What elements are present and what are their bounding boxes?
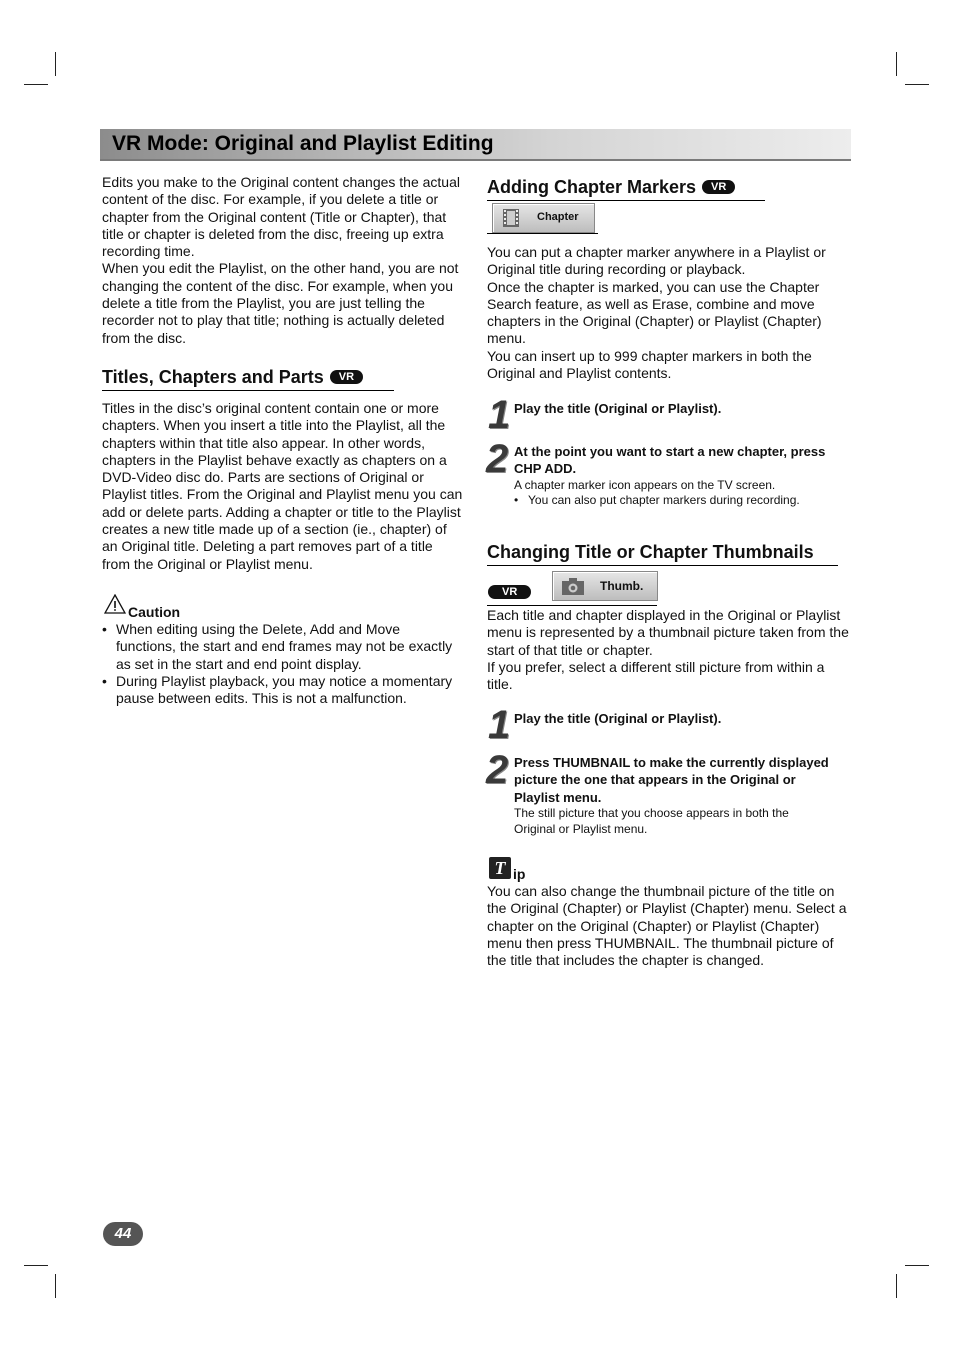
step-number: 1 <box>488 703 509 747</box>
step-instruction: At the point you want to start a new chapter, press CHP ADD. <box>514 444 826 477</box>
heading-text: Changing Title or Chapter Thumbnails <box>487 542 814 562</box>
bullet-glyph: • <box>514 493 519 507</box>
crop-mark <box>905 84 929 85</box>
crop-mark <box>24 84 48 85</box>
heading-text: Titles, Chapters and Parts <box>102 367 324 387</box>
step-note: A chapter marker icon appears on the TV screen. <box>514 478 776 492</box>
step-instruction: Play the title (Original or Playlist). <box>514 711 722 726</box>
chapter-menu-chip <box>492 203 595 233</box>
paragraph: You can put a chapter marker anywhere in a Playlist or Original title during recording or playback. <box>487 244 826 278</box>
chip-label: Thumb. <box>600 579 644 593</box>
crop-mark <box>55 52 56 76</box>
crop-mark <box>896 52 897 76</box>
paragraph: Each title and chapter displayed in the Original or Playlist menu is represented by a thumbnail picture taken from the start of that title or chapter. <box>487 607 849 658</box>
intro-text <box>102 174 462 347</box>
crop-mark <box>55 1274 56 1298</box>
section-heading-titles <box>102 367 394 391</box>
vr-badge: VR <box>330 370 363 384</box>
titles-paragraph: Titles in the disc’s original content contain one or more chapters. When you insert a title into the Playlist, all the chapters within that title also appear. In other words, chapters in the Playlist behave exactly as chapters on a DVD-Video disc do. Parts are sections of Original or Playlist titles. From the Original and Playlist menu you can add or delete parts. Adding a chapter or title to the Playlist creates a new title made up of a section (ie., chapter) of an Original title. Deleting a part removes part of a title from the Original or Playlist menu. <box>102 400 463 572</box>
warning-icon <box>104 594 126 614</box>
step-number: 2 <box>486 748 507 792</box>
caution-label: Caution <box>128 604 181 620</box>
tip-body <box>487 883 851 969</box>
section-heading-chapter-markers <box>487 177 765 201</box>
step-note: The still picture that you choose appears in both the Original or Playlist menu. <box>514 806 789 836</box>
divider <box>487 233 598 234</box>
chapter-markers-body <box>487 244 847 382</box>
intro-paragraph: When you edit the Playlist, on the other hand, you are not changing the content of the disc. For example, when you delete a title from the Playlist, you are just telling the recorder not to play that title; nothing is actually deleted from the disc. <box>102 260 459 346</box>
step-number: 1 <box>488 393 509 437</box>
page-title: VR Mode: Original and Playlist Editing <box>112 132 494 155</box>
thumbnails-body <box>487 607 849 693</box>
caution-list <box>102 621 460 707</box>
page-banner <box>100 129 851 161</box>
paragraph: If you prefer, select a different still picture from within a title. <box>487 658 825 693</box>
step-instruction: Play the title (Original or Playlist). <box>514 401 722 416</box>
crop-mark <box>896 1274 897 1298</box>
step-number: 2 <box>486 437 507 481</box>
caution-item: • When editing using the Delete, Add and Move functions, the start and end frames may not be exactly as set in the start and end point display. <box>102 621 460 673</box>
page-number: 44 <box>103 1222 143 1246</box>
film-strip-icon <box>501 208 521 231</box>
step-instruction: Press THUMBNAIL to make the currently displayed picture the one that appears in the Original or Playlist menu. <box>514 755 829 805</box>
bullet-text: You can also put chapter markers during recording. <box>528 493 800 507</box>
camera-icon <box>561 576 585 599</box>
paragraph: You can insert up to 999 chapter markers in both the Original and Playlist contents. <box>487 347 812 382</box>
thumb-menu-chip <box>552 571 658 601</box>
tip-icon: T <box>489 857 511 879</box>
intro-paragraph: Edits you make to the Original content changes the actual content of the disc. For example, if you delete a title or chapter from the Original content (Title or Chapter), that title or chapter is deleted from the disc, freeing up extra recording time. <box>102 174 460 260</box>
vr-badge: VR <box>488 585 531 599</box>
caution-item: • During Playlist playback, you may notice a momentary pause between edits. This is not a malfunction. <box>102 673 460 708</box>
step-bullet <box>514 493 858 509</box>
tip-label: ip <box>513 866 526 882</box>
vr-badge: VR <box>702 180 735 194</box>
divider <box>487 605 657 606</box>
heading-text: Adding Chapter Markers <box>487 177 697 197</box>
crop-mark <box>905 1265 929 1266</box>
crop-mark <box>24 1265 48 1266</box>
chip-label: Chapter <box>537 211 579 223</box>
tip-paragraph: You can also change the thumbnail picture of the title on the Original (Chapter) or Playlist (Chapter) menu. Select a chapter on the Original (Chapter) or Playlist (Chapter) menu then press THUMBNAIL. The thumbnail picture of the title that includes the chapter is changed. <box>487 883 847 969</box>
paragraph: Once the chapter is marked, you can use the Chapter Search feature, as well as Erase, combine and move chapters in the Original (Chapter) or Playlist (Chapter) menu. <box>487 278 822 347</box>
titles-body <box>102 400 464 573</box>
section-heading-thumbnails <box>487 542 838 566</box>
